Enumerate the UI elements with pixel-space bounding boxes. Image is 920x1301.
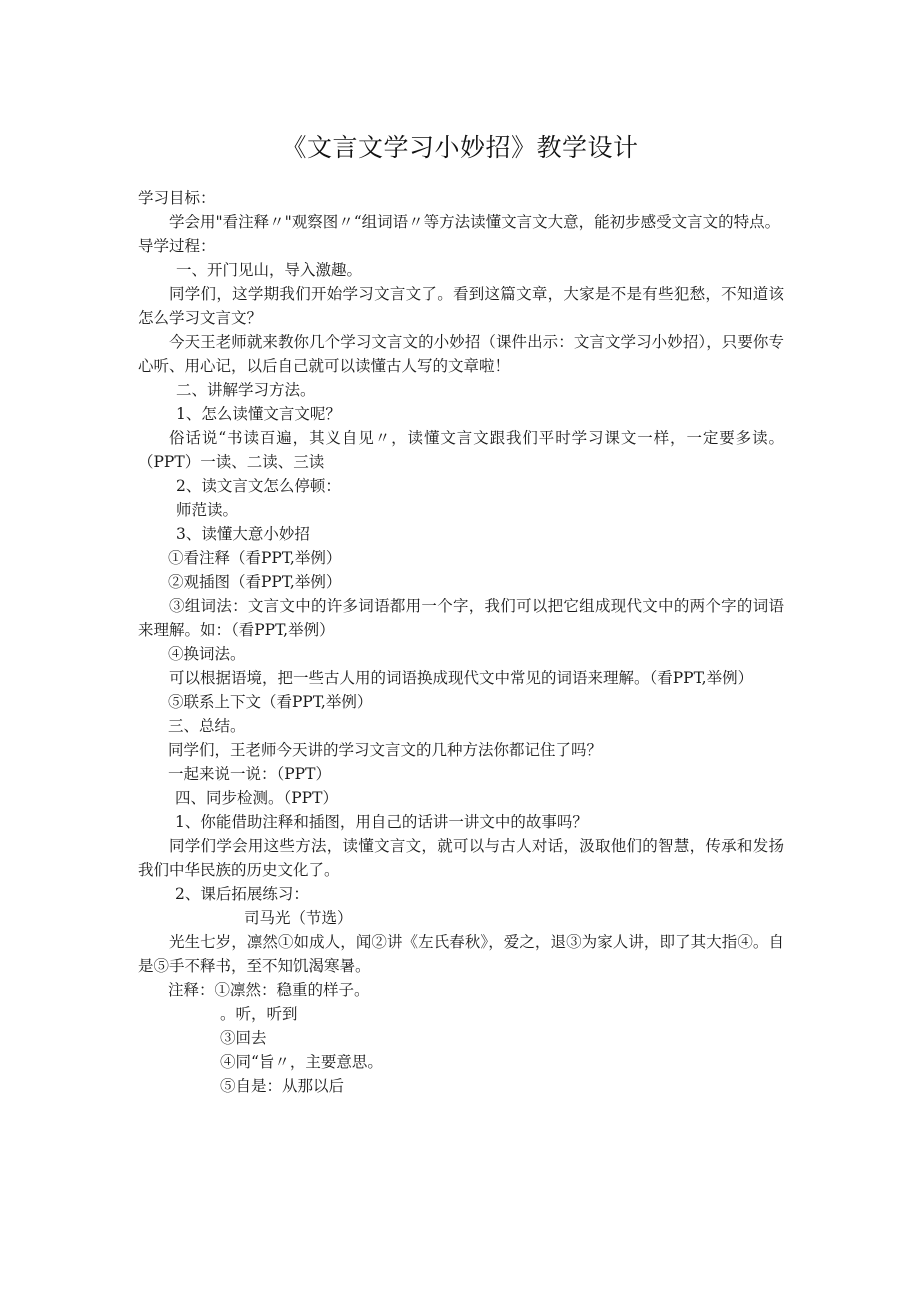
text-line: 2、读文言文怎么停顿：: [176, 477, 341, 495]
text-line: 导学过程：: [138, 237, 216, 255]
text-line: 一、开门见山，导入激趣。: [176, 261, 363, 279]
text-line: 1、你能借助注释和插图，用自己的话讲一讲文中的故事吗？: [175, 813, 588, 831]
text-line: 师范读。: [176, 501, 239, 519]
text-line: ①看注释（看PPT,举例）: [168, 549, 342, 567]
text-line: 学习目标：: [138, 189, 216, 207]
text-line: 。听，听到: [220, 1005, 298, 1023]
document-title: 《文言文学习小妙招》教学设计: [281, 133, 639, 162]
text-line: ②观插图（看PPT,举例）: [168, 573, 342, 591]
text-line: ④同“旨〃，主要意思。: [220, 1053, 383, 1071]
text-line: 同学们，这学期我们开始学习文言文了。看到这篇文章，大家是不是有些犯愁，不知道该怎么学习文言文？: [138, 285, 784, 327]
text-line: 三、总结。: [168, 717, 246, 735]
text-line: 可以根据语境，把一些古人用的词语换成现代文中常见的词语来理解。（看PPT,举例）: [169, 669, 754, 687]
document-body: [138, 186, 784, 1098]
text-line: 一起来说一说：（PPT）: [168, 765, 331, 783]
text-line: ⑤联系上下文（看PPT,举例）: [168, 693, 373, 711]
text-line: 注释：①凛然：稳重的样子。: [168, 981, 370, 999]
text-line: ⑤自是：从那以后: [220, 1077, 345, 1095]
text-line: ③组词法：文言文中的许多词语都用一个字，我们可以把它组成现代文中的两个字的词语来理解。如：（看PPT,举例）: [138, 597, 784, 639]
text-line: 同学们学会用这些方法，读懂文言文，就可以与古人对话，汲取他们的智慧，传承和发扬我们中华民族的历史文化了。: [138, 837, 784, 879]
text-line: 二、讲解学习方法。: [176, 381, 316, 399]
text-line: 俗话说“书读百遍，其义自见〃，读懂文言文跟我们平时学习课文一样，一定要多读。（PPT）一读、二读、三读: [138, 429, 784, 471]
text-line: 四、同步检测。（PPT）: [175, 789, 338, 807]
text-line: ③回去: [220, 1029, 267, 1047]
text-line: 1、怎么读懂文言文呢？: [176, 405, 341, 423]
text-line: 司马光（节选）: [244, 909, 353, 927]
text-line: ④换词法。: [168, 645, 246, 663]
text-line: 同学们，王老师今天讲的学习文言文的几种方法你都记住了吗？: [168, 741, 603, 759]
text-line: 2、课后拓展练习：: [175, 885, 309, 903]
text-line: 3、读懂大意小妙招: [176, 525, 310, 543]
text-line: 学会用"看注释〃"观察图〃“组词语〃等方法读懂文言文大意，能初步感受文言文的特点。: [169, 213, 781, 231]
text-line: 光生七岁，凛然①如成人，闻②讲《左氏春秋》，爱之，退③为家人讲，即了其大指④。自是⑤手不释书，至不知饥渴寒暑。: [138, 933, 784, 975]
text-line: 今天王老师就来教你几个学习文言文的小妙招（课件出示：文言文学习小妙招），只要你专心听、用心记，以后自己就可以读懂古人写的文章啦！: [138, 333, 784, 375]
